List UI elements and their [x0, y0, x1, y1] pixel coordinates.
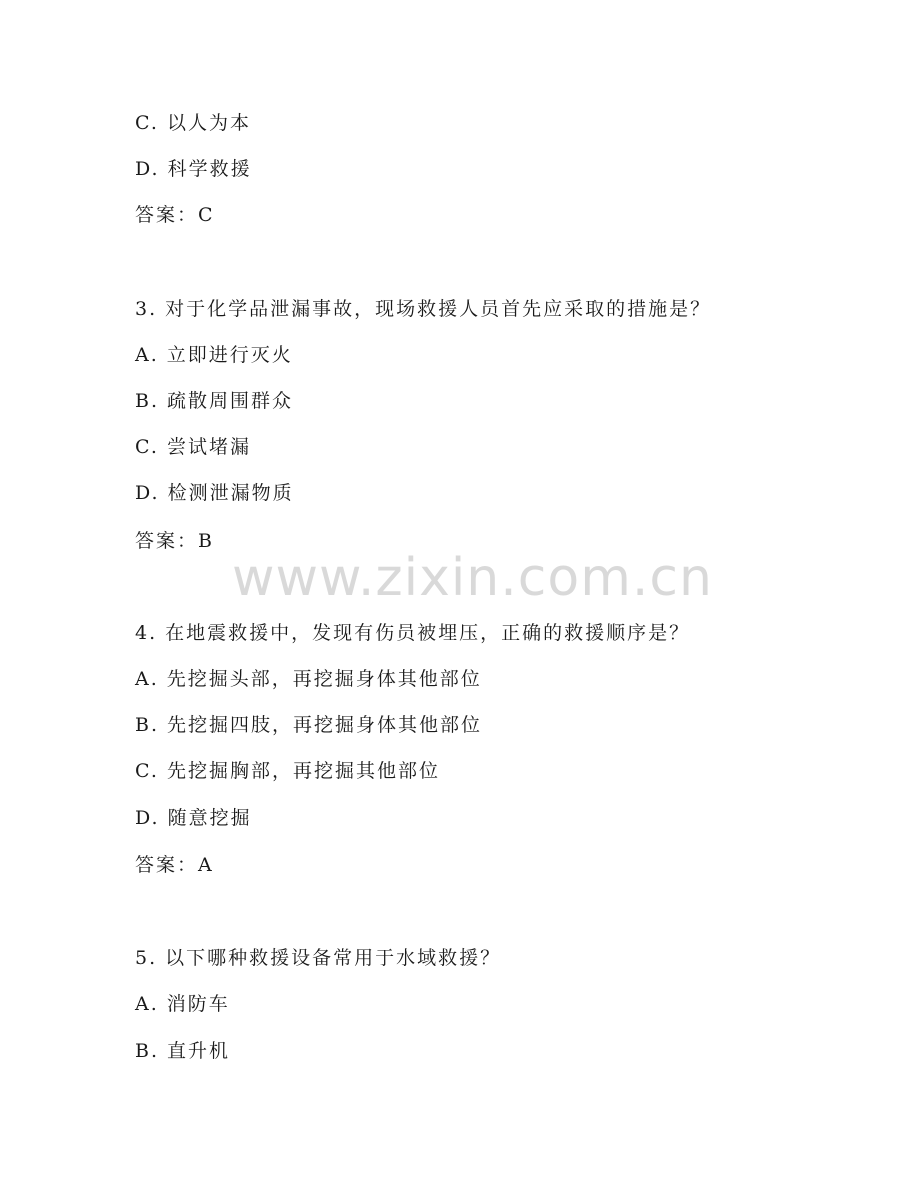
option-b-q5: B. 直升机: [135, 1040, 231, 1062]
question-3: 3. 对于化学品泄漏事故，现场救援人员首先应采取的措施是？: [135, 298, 712, 320]
question-4: 4. 在地震救援中，发现有伤员被埋压，正确的救援顺序是？: [135, 622, 691, 644]
option-c-q4: C. 先挖掘胸部，再挖掘其他部位: [135, 760, 440, 782]
option-a-q3: A. 立即进行灭火: [135, 344, 293, 366]
option-b-q4: B. 先挖掘四肢，再挖掘身体其他部位: [135, 714, 483, 736]
option-c-q2: C. 以人为本: [135, 112, 251, 134]
option-c-q3: C. 尝试堵漏: [135, 436, 251, 458]
watermark: www.zixin.com.cn: [232, 548, 713, 608]
answer-q3: 答案：B: [135, 530, 214, 552]
option-d-q2: D. 科学救援: [135, 158, 252, 180]
option-a-q5: A. 消防车: [135, 993, 230, 1015]
answer-q2: 答案：C: [135, 204, 215, 226]
answer-q4: 答案：A: [135, 854, 214, 876]
option-d-q4: D. 随意挖掘: [135, 807, 252, 829]
option-b-q3: B. 疏散周围群众: [135, 390, 294, 412]
option-a-q4: A. 先挖掘头部，再挖掘身体其他部位: [135, 668, 482, 690]
question-5: 5. 以下哪种救援设备常用于水域救援？: [135, 947, 502, 969]
option-d-q3: D. 检测泄漏物质: [135, 482, 294, 504]
